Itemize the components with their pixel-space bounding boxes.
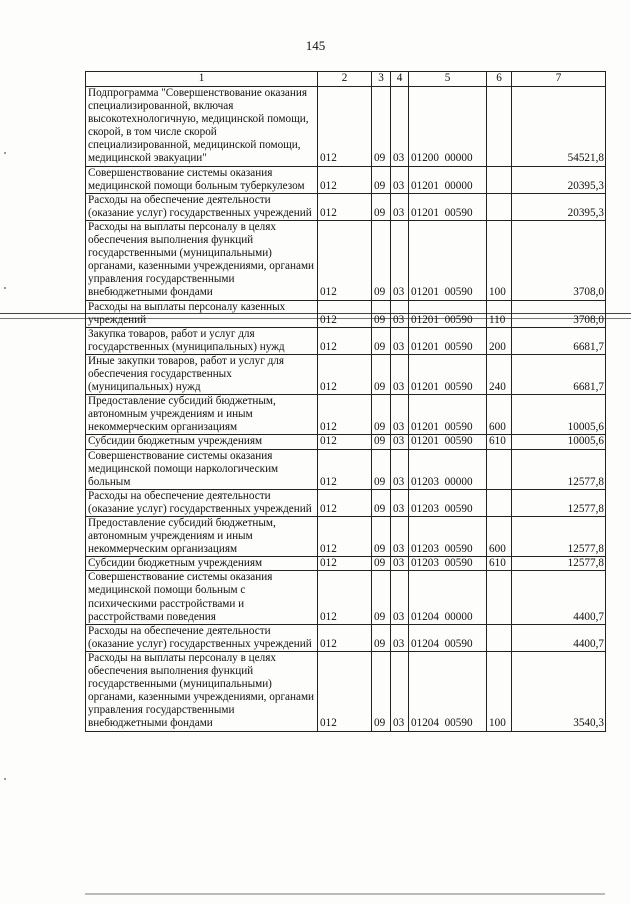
table-row [86, 300, 606, 327]
row-subsection-cell: 03 [391, 489, 409, 516]
row-target-article-cell: 01201 00590 [409, 220, 487, 300]
row-target-article-cell: 01203 00000 [409, 449, 487, 489]
row-name-cell: Иные закупки товаров, работ и услуг для обеспечения государственных (муниципальных) нужд [86, 354, 318, 394]
row-expense-type-cell [487, 571, 512, 624]
column-header: 2 [318, 72, 372, 87]
row-grbs-cell: 012 [318, 571, 372, 624]
row-expense-type-cell: 100 [487, 651, 512, 731]
row-expense-type-cell: 200 [487, 327, 512, 354]
row-expense-type-cell [487, 489, 512, 516]
row-subsection-cell: 03 [391, 220, 409, 300]
row-target-article-cell: 01201 00590 [409, 395, 487, 435]
row-subsection-cell: 03 [391, 651, 409, 731]
row-section-cell: 09 [372, 651, 391, 731]
row-name-cell: Подпрограмма "Совершенствование оказания специализированной, включая высокотехнологичную, медицинской помощи, скорой, в том числе скорой специализированной, медицинской помощи, медицинской эвакуации" [86, 87, 318, 167]
row-section-cell: 09 [372, 327, 391, 354]
row-name-cell: Субсидии бюджетным учреждениям [86, 557, 318, 571]
row-amount-cell: 20395,3 [512, 166, 606, 193]
row-grbs-cell: 012 [318, 651, 372, 731]
row-name-cell: Расходы на обеспечение деятельности (оказание услуг) государственных учреждений [86, 624, 318, 651]
row-section-cell: 09 [372, 571, 391, 624]
row-amount-cell: 6681,7 [512, 327, 606, 354]
row-name-cell: Совершенствование системы оказания медицинской помощи наркологическим больным [86, 449, 318, 489]
row-grbs-cell: 012 [318, 354, 372, 394]
row-grbs-cell: 012 [318, 327, 372, 354]
row-amount-cell: 12577,8 [512, 557, 606, 571]
row-expense-type-cell [487, 624, 512, 651]
row-target-article-cell: 01201 00590 [409, 435, 487, 449]
row-amount-cell: 6681,7 [512, 354, 606, 394]
row-grbs-cell: 012 [318, 300, 372, 327]
row-amount-cell: 3540,3 [512, 651, 606, 731]
row-section-cell: 09 [372, 517, 391, 557]
row-grbs-cell: 012 [318, 449, 372, 489]
row-amount-cell: 10005,6 [512, 395, 606, 435]
row-section-cell: 09 [372, 166, 391, 193]
row-amount-cell: 54521,8 [512, 87, 606, 167]
table-row [86, 557, 606, 571]
table-row [86, 87, 606, 167]
row-expense-type-cell: 610 [487, 435, 512, 449]
row-grbs-cell: 012 [318, 166, 372, 193]
budget-table [85, 71, 606, 732]
table-row [86, 354, 606, 394]
row-expense-type-cell: 100 [487, 220, 512, 300]
table-row [86, 624, 606, 651]
row-name-cell: Расходы на обеспечение деятельности (оказание услуг) государственных учреждений [86, 489, 318, 516]
row-amount-cell: 20395,3 [512, 193, 606, 220]
row-target-article-cell: 01204 00590 [409, 651, 487, 731]
table-row [86, 449, 606, 489]
row-name-cell: Расходы на выплаты персоналу в целях обеспечения выполнения функций государственными (муниципальными) органами, казенными учреждениями, органами управления государственными внебюджетными фондами [86, 651, 318, 731]
row-section-cell: 09 [372, 557, 391, 571]
row-subsection-cell: 03 [391, 449, 409, 489]
row-grbs-cell: 012 [318, 87, 372, 167]
row-target-article-cell: 01201 00590 [409, 300, 487, 327]
row-section-cell: 09 [372, 193, 391, 220]
row-name-cell: Субсидии бюджетным учреждениям [86, 435, 318, 449]
row-subsection-cell: 03 [391, 435, 409, 449]
row-section-cell: 09 [372, 300, 391, 327]
scan-artifact-edge [85, 893, 605, 895]
row-section-cell: 09 [372, 87, 391, 167]
row-expense-type-cell: 610 [487, 557, 512, 571]
row-grbs-cell: 012 [318, 624, 372, 651]
row-expense-type-cell: 240 [487, 354, 512, 394]
row-grbs-cell: 012 [318, 220, 372, 300]
row-target-article-cell: 01201 00000 [409, 166, 487, 193]
row-section-cell: 09 [372, 435, 391, 449]
table-row [86, 517, 606, 557]
row-name-cell: Предоставление субсидий бюджетным, автономным учреждениям и иным некоммерческим организациям [86, 517, 318, 557]
row-target-article-cell: 01204 00590 [409, 624, 487, 651]
table-row [86, 571, 606, 624]
row-grbs-cell: 012 [318, 517, 372, 557]
row-target-article-cell: 01200 00000 [409, 87, 487, 167]
row-expense-type-cell [487, 193, 512, 220]
row-section-cell: 09 [372, 354, 391, 394]
row-name-cell: Совершенствование системы оказания медицинской помощи больным туберкулезом [86, 166, 318, 193]
row-grbs-cell: 012 [318, 395, 372, 435]
row-subsection-cell: 03 [391, 624, 409, 651]
row-subsection-cell: 03 [391, 571, 409, 624]
table-row [86, 166, 606, 193]
row-target-article-cell: 01201 00590 [409, 193, 487, 220]
table-row [86, 489, 606, 516]
column-header: 3 [372, 72, 391, 87]
row-target-article-cell: 01203 00590 [409, 557, 487, 571]
table-row [86, 651, 606, 731]
table-row [86, 220, 606, 300]
row-section-cell: 09 [372, 220, 391, 300]
table-row [86, 395, 606, 435]
row-expense-type-cell: 110 [487, 300, 512, 327]
scan-artifact-dot [4, 778, 6, 780]
scan-artifact-dot [4, 152, 6, 154]
row-section-cell: 09 [372, 624, 391, 651]
row-name-cell: Закупка товаров, работ и услуг для государственных (муниципальных) нужд [86, 327, 318, 354]
row-expense-type-cell: 600 [487, 517, 512, 557]
row-subsection-cell: 03 [391, 166, 409, 193]
row-subsection-cell: 03 [391, 327, 409, 354]
row-subsection-cell: 03 [391, 354, 409, 394]
table-row [86, 435, 606, 449]
row-target-article-cell: 01201 00590 [409, 354, 487, 394]
column-header: 1 [86, 72, 318, 87]
row-grbs-cell: 012 [318, 557, 372, 571]
table-header-row [86, 72, 606, 87]
row-expense-type-cell [487, 166, 512, 193]
row-name-cell: Предоставление субсидий бюджетным, автономным учреждениям и иным некоммерческим организациям [86, 395, 318, 435]
row-amount-cell: 12577,8 [512, 517, 606, 557]
row-subsection-cell: 03 [391, 517, 409, 557]
page-number: 145 [305, 38, 326, 53]
row-expense-type-cell [487, 449, 512, 489]
scan-artifact-dot [4, 287, 6, 289]
row-subsection-cell: 03 [391, 193, 409, 220]
row-amount-cell: 3708,0 [512, 300, 606, 327]
row-subsection-cell: 03 [391, 300, 409, 327]
row-target-article-cell: 01201 00590 [409, 327, 487, 354]
row-amount-cell: 4400,7 [512, 624, 606, 651]
column-header: 5 [409, 72, 487, 87]
table-row [86, 193, 606, 220]
row-name-cell: Расходы на обеспечение деятельности (оказание услуг) государственных учреждений [86, 193, 318, 220]
column-header: 4 [391, 72, 409, 87]
row-grbs-cell: 012 [318, 489, 372, 516]
row-expense-type-cell [487, 87, 512, 167]
row-expense-type-cell: 600 [487, 395, 512, 435]
row-section-cell: 09 [372, 449, 391, 489]
column-header: 7 [512, 72, 606, 87]
row-amount-cell: 12577,8 [512, 449, 606, 489]
row-amount-cell: 3708,0 [512, 220, 606, 300]
row-section-cell: 09 [372, 489, 391, 516]
row-amount-cell: 10005,6 [512, 435, 606, 449]
row-subsection-cell: 03 [391, 557, 409, 571]
row-subsection-cell: 03 [391, 395, 409, 435]
column-header: 6 [487, 72, 512, 87]
row-name-cell: Расходы на выплаты персоналу в целях обеспечения выполнения функций государственными (муниципальными) органами, казенными учреждениями, органами управления государственными внебюджетными фондами [86, 220, 318, 300]
row-target-article-cell: 01203 00590 [409, 517, 487, 557]
row-name-cell: Совершенствование системы оказания медицинской помощи больным с психическими расстройствами и расстройствами поведения [86, 571, 318, 624]
row-amount-cell: 12577,8 [512, 489, 606, 516]
row-section-cell: 09 [372, 395, 391, 435]
row-name-cell: Расходы на выплаты персоналу казенных учреждений [86, 300, 318, 327]
table-row [86, 327, 606, 354]
row-grbs-cell: 012 [318, 193, 372, 220]
row-amount-cell: 4400,7 [512, 571, 606, 624]
row-target-article-cell: 01204 00000 [409, 571, 487, 624]
row-target-article-cell: 01203 00590 [409, 489, 487, 516]
row-subsection-cell: 03 [391, 87, 409, 167]
row-grbs-cell: 012 [318, 435, 372, 449]
